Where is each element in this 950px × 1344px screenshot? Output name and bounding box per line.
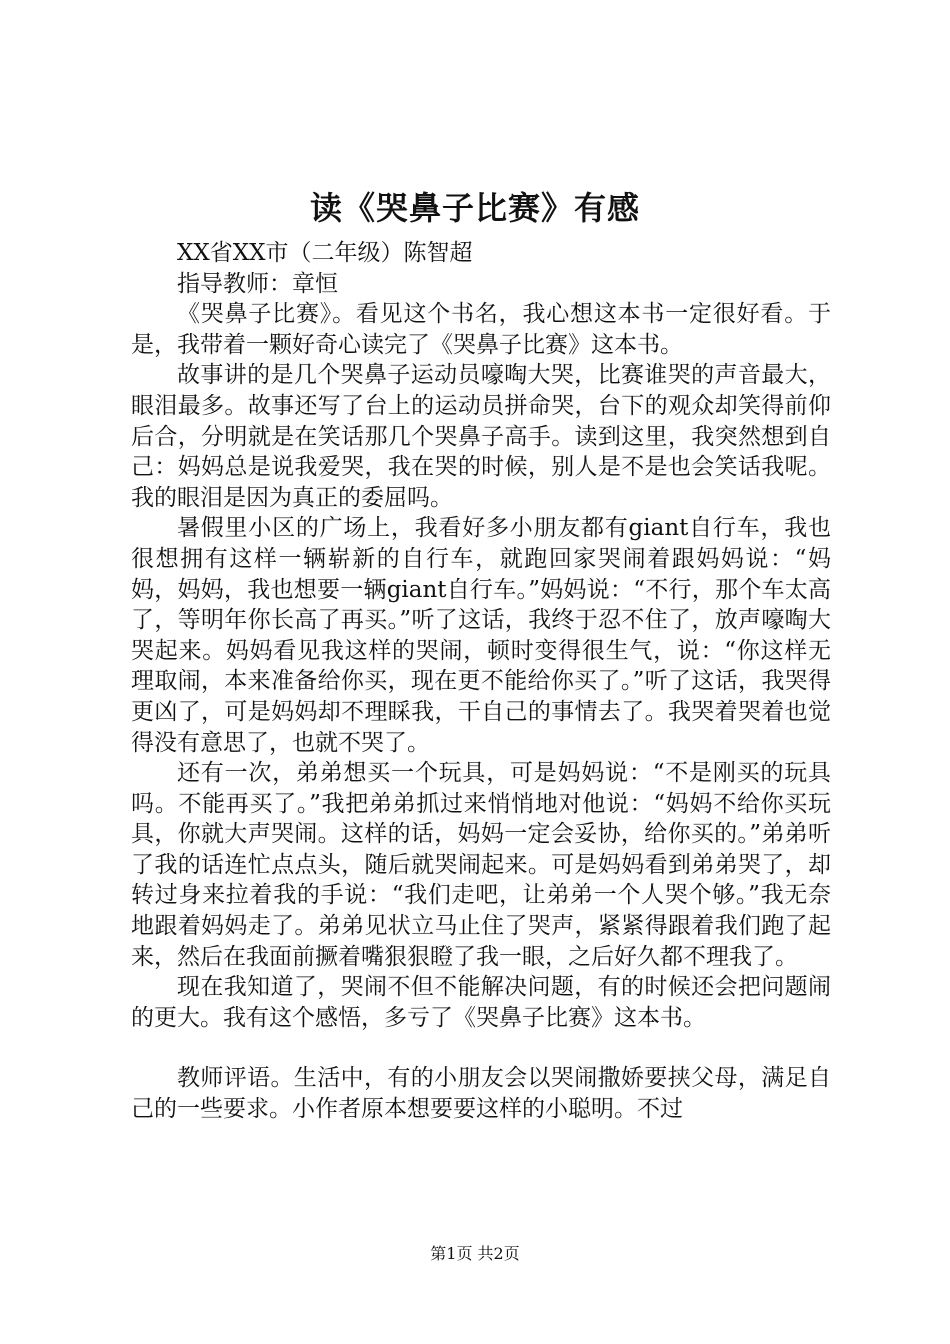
paragraph-5: 现在我知道了，哭闹不但不能解决问题，有的时候还会把问题闹的更大。我有这个感悟，多亏了《哭鼻子比赛》这本书。 xyxy=(131,974,831,1031)
paragraph-3: 暑假里小区的广场上，我看好多小朋友都有giant自行车，我也很想拥有这样一辆崭新的自行车，就跑回家哭闹着跟妈妈说：“妈妈，妈妈，我也想要一辆giant自行车。”妈妈说：“不行，那个车太高了，等明年你长高了再买。”听了这话，我终于忍不住了，放声嚎啕大哭起来。妈妈看见我这样的哭闹，顿时变得很生气，说：“你这样无理取闹，本来准备给你买，现在更不能给你买了。”听了这话，我哭得更凶了，可是妈妈却不理睬我，干自己的事情去了。我哭着哭着也觉得没有意思了，也就不哭了。 xyxy=(131,515,831,756)
teacher-comment: 教师评语。生活中，有的小朋友会以哭闹撒娇要挟父母，满足自己的一些要求。小作者原本想要要这样的小聪明。不过 xyxy=(131,1065,831,1123)
paragraph-gap xyxy=(131,1033,831,1063)
paragraph-1: 《哭鼻子比赛》。看见这个书名，我心想这本书一定很好看。于是，我带着一颗好奇心读完了《哭鼻子比赛》这本书。 xyxy=(131,301,831,358)
paragraph-4: 还有一次，弟弟想买一个玩具，可是妈妈说：“不是刚买的玩具吗。不能再买了。”我把弟弟抓过来悄悄地对他说：“妈妈不给你买玩具，你就大声哭闹。这样的话，妈妈一定会妥协，给你买的。”弟弟听了我的话连忙点点头，随后就哭闹起来。可是妈妈看到弟弟哭了，却转过身来拉着我的手说：“我们走吧，让弟弟一个人哭个够。”我无奈地跟着妈妈走了。弟弟见状立马止住了哭声，紧紧得跟着我们跑了起来，然后在我面前撅着嘴狠狠瞪了我一眼，之后好久都不理我了。 xyxy=(131,760,831,970)
document-body xyxy=(131,238,831,1125)
author-line: XX省XX市（二年级）陈智超 xyxy=(177,240,473,266)
page-footer: 第1页 共2页 xyxy=(430,1244,520,1263)
paragraph-2: 故事讲的是几个哭鼻子运动员嚎啕大哭，比赛谁哭的声音最大，眼泪最多。故事还写了台上的运动员拼命哭，台下的观众却笑得前仰后合，分明就是在笑话那几个哭鼻子高手。读到这里，我突然想到自己：妈妈总是说我爱哭，我在哭的时候，别人是不是也会笑话我呢。我的眼泪是因为真正的委屈吗。 xyxy=(131,362,831,511)
teacher-line: 指导教师：章恒 xyxy=(177,270,338,297)
document-title: 读《哭鼻子比赛》有感 xyxy=(309,189,640,227)
